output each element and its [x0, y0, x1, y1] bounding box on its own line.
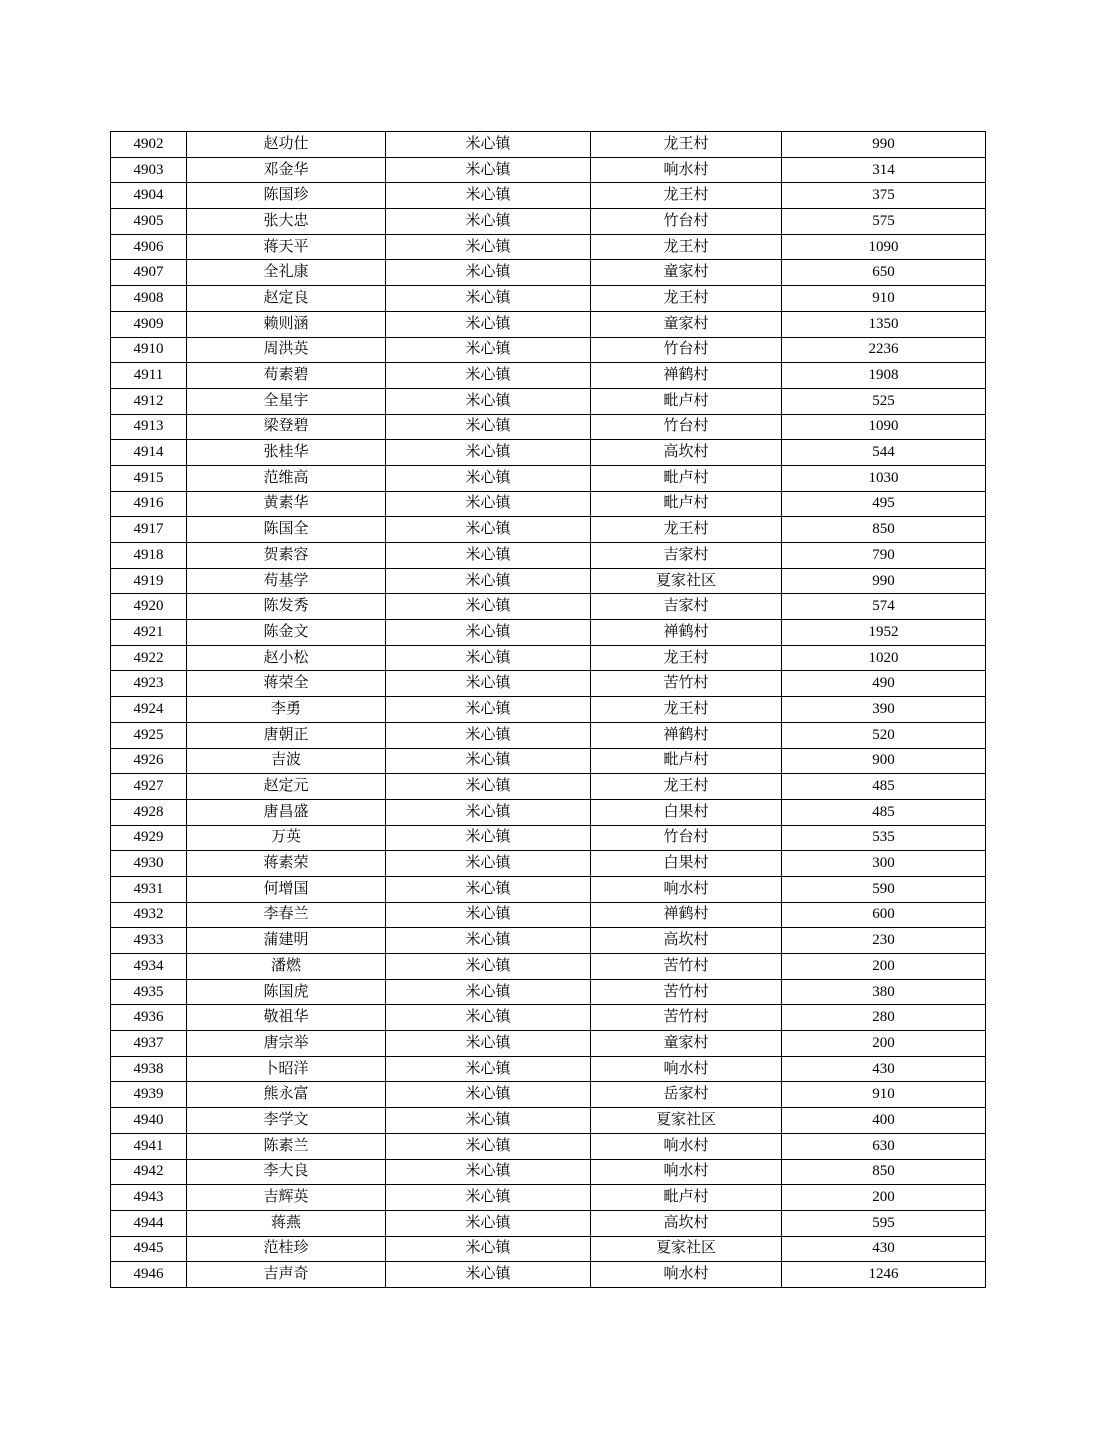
table-row: [111, 1108, 986, 1134]
table-cell-village: 童家村: [591, 311, 782, 337]
table-cell-name: 唐昌盛: [187, 799, 386, 825]
table-cell-name: 周洪英: [187, 337, 386, 363]
table-cell-town: 米心镇: [386, 311, 591, 337]
table-cell-amount: 1952: [782, 620, 986, 646]
table-cell-town: 米心镇: [386, 157, 591, 183]
table-cell-village: 响水村: [591, 1262, 782, 1288]
table-cell-village: 童家村: [591, 260, 782, 286]
table-cell-name: 卜昭洋: [187, 1056, 386, 1082]
table-cell-id: 4930: [111, 851, 187, 877]
table-cell-village: 竹台村: [591, 414, 782, 440]
table-cell-village: 毗卢村: [591, 1185, 782, 1211]
table-cell-name: 蒋燕: [187, 1210, 386, 1236]
table-cell-id: 4908: [111, 286, 187, 312]
table-cell-id: 4903: [111, 157, 187, 183]
table-cell-amount: 900: [782, 748, 986, 774]
table-cell-village: 龙王村: [591, 286, 782, 312]
table-cell-amount: 1090: [782, 234, 986, 260]
table-cell-name: 苟素碧: [187, 363, 386, 389]
table-cell-town: 米心镇: [386, 465, 591, 491]
table-row: [111, 568, 986, 594]
table-cell-amount: 990: [782, 132, 986, 158]
table-body: [111, 132, 986, 1288]
table-cell-amount: 1020: [782, 645, 986, 671]
table-cell-town: 米心镇: [386, 1108, 591, 1134]
table-row: [111, 414, 986, 440]
table-cell-amount: 400: [782, 1108, 986, 1134]
table-cell-town: 米心镇: [386, 1133, 591, 1159]
table-row: [111, 337, 986, 363]
table-row: [111, 645, 986, 671]
table-cell-village: 龙王村: [591, 183, 782, 209]
table-cell-village: 响水村: [591, 157, 782, 183]
table-cell-town: 米心镇: [386, 774, 591, 800]
table-cell-village: 夏家社区: [591, 568, 782, 594]
table-cell-id: 4921: [111, 620, 187, 646]
table-cell-id: 4909: [111, 311, 187, 337]
table-cell-name: 李学文: [187, 1108, 386, 1134]
table-cell-name: 赵定良: [187, 286, 386, 312]
table-cell-id: 4943: [111, 1185, 187, 1211]
table-row: [111, 671, 986, 697]
table-cell-name: 赵定元: [187, 774, 386, 800]
table-cell-village: 苦竹村: [591, 979, 782, 1005]
table-cell-town: 米心镇: [386, 620, 591, 646]
table-cell-name: 敬祖华: [187, 1005, 386, 1031]
table-cell-name: 邓金华: [187, 157, 386, 183]
table-cell-name: 黄素华: [187, 491, 386, 517]
table-cell-amount: 544: [782, 440, 986, 466]
table-cell-name: 潘燃: [187, 954, 386, 980]
table-row: [111, 928, 986, 954]
table-cell-id: 4936: [111, 1005, 187, 1031]
table-cell-id: 4927: [111, 774, 187, 800]
table-row: [111, 876, 986, 902]
table-row: [111, 1210, 986, 1236]
table-cell-id: 4916: [111, 491, 187, 517]
table-cell-town: 米心镇: [386, 568, 591, 594]
table-cell-id: 4931: [111, 876, 187, 902]
table-row: [111, 132, 986, 158]
table-cell-town: 米心镇: [386, 1082, 591, 1108]
table-cell-village: 龙王村: [591, 774, 782, 800]
table-cell-amount: 575: [782, 209, 986, 235]
table-row: [111, 748, 986, 774]
table-cell-amount: 390: [782, 697, 986, 723]
table-cell-name: 蒋荣全: [187, 671, 386, 697]
table-cell-village: 竹台村: [591, 337, 782, 363]
table-cell-village: 白果村: [591, 851, 782, 877]
table-cell-amount: 495: [782, 491, 986, 517]
table-cell-village: 响水村: [591, 876, 782, 902]
table-row: [111, 311, 986, 337]
table-cell-amount: 990: [782, 568, 986, 594]
table-cell-name: 熊永富: [187, 1082, 386, 1108]
table-cell-town: 米心镇: [386, 748, 591, 774]
table-cell-village: 响水村: [591, 1133, 782, 1159]
table-cell-town: 米心镇: [386, 414, 591, 440]
table-cell-name: 范维高: [187, 465, 386, 491]
table-cell-amount: 430: [782, 1236, 986, 1262]
table-cell-name: 唐宗举: [187, 1031, 386, 1057]
table-cell-name: 张大忠: [187, 209, 386, 235]
table-row: [111, 543, 986, 569]
table-cell-id: 4938: [111, 1056, 187, 1082]
table-cell-town: 米心镇: [386, 286, 591, 312]
table-row: [111, 1236, 986, 1262]
table-cell-town: 米心镇: [386, 517, 591, 543]
table-row: [111, 260, 986, 286]
table-row: [111, 954, 986, 980]
table-cell-village: 夏家社区: [591, 1108, 782, 1134]
table-cell-amount: 910: [782, 1082, 986, 1108]
table-cell-village: 吉家村: [591, 543, 782, 569]
table-cell-id: 4941: [111, 1133, 187, 1159]
table-cell-amount: 595: [782, 1210, 986, 1236]
table-cell-id: 4935: [111, 979, 187, 1005]
table-cell-id: 4922: [111, 645, 187, 671]
table-cell-town: 米心镇: [386, 799, 591, 825]
table-cell-town: 米心镇: [386, 337, 591, 363]
table-cell-amount: 280: [782, 1005, 986, 1031]
table-cell-name: 吉声奇: [187, 1262, 386, 1288]
table-cell-id: 4937: [111, 1031, 187, 1057]
table-cell-amount: 850: [782, 1159, 986, 1185]
table-cell-town: 米心镇: [386, 979, 591, 1005]
table-cell-name: 万英: [187, 825, 386, 851]
table-cell-id: 4939: [111, 1082, 187, 1108]
table-row: [111, 902, 986, 928]
table-cell-id: 4912: [111, 388, 187, 414]
table-cell-village: 龙王村: [591, 697, 782, 723]
table-row: [111, 1159, 986, 1185]
table-cell-amount: 590: [782, 876, 986, 902]
table-cell-name: 贺素容: [187, 543, 386, 569]
table-row: [111, 1056, 986, 1082]
table-cell-village: 禅鹤村: [591, 363, 782, 389]
table-cell-town: 米心镇: [386, 209, 591, 235]
table-cell-town: 米心镇: [386, 1005, 591, 1031]
table-cell-name: 唐朝正: [187, 722, 386, 748]
table-cell-amount: 314: [782, 157, 986, 183]
table-row: [111, 594, 986, 620]
table-cell-amount: 200: [782, 954, 986, 980]
table-cell-name: 何增国: [187, 876, 386, 902]
table-cell-town: 米心镇: [386, 491, 591, 517]
table-cell-village: 竹台村: [591, 209, 782, 235]
table-cell-town: 米心镇: [386, 1210, 591, 1236]
table-cell-village: 龙王村: [591, 132, 782, 158]
table-cell-town: 米心镇: [386, 697, 591, 723]
table-cell-town: 米心镇: [386, 671, 591, 697]
table-cell-id: 4920: [111, 594, 187, 620]
table-cell-village: 响水村: [591, 1056, 782, 1082]
table-row: [111, 465, 986, 491]
table-cell-id: 4919: [111, 568, 187, 594]
table-cell-id: 4918: [111, 543, 187, 569]
table-cell-town: 米心镇: [386, 928, 591, 954]
table-cell-village: 禅鹤村: [591, 722, 782, 748]
table-cell-name: 陈国珍: [187, 183, 386, 209]
table-cell-amount: 574: [782, 594, 986, 620]
table-cell-village: 龙王村: [591, 234, 782, 260]
table-row: [111, 388, 986, 414]
table-cell-amount: 300: [782, 851, 986, 877]
table-cell-village: 高坎村: [591, 1210, 782, 1236]
table-row: [111, 440, 986, 466]
table-cell-amount: 520: [782, 722, 986, 748]
table-cell-amount: 630: [782, 1133, 986, 1159]
table-cell-name: 全星宇: [187, 388, 386, 414]
table-cell-amount: 1090: [782, 414, 986, 440]
table-cell-town: 米心镇: [386, 440, 591, 466]
table-cell-id: 4910: [111, 337, 187, 363]
table-row: [111, 363, 986, 389]
table-cell-amount: 200: [782, 1031, 986, 1057]
data-table: [110, 131, 986, 1288]
table-cell-amount: 650: [782, 260, 986, 286]
table-cell-id: 4907: [111, 260, 187, 286]
table-cell-village: 毗卢村: [591, 465, 782, 491]
table-cell-town: 米心镇: [386, 954, 591, 980]
table-cell-town: 米心镇: [386, 1236, 591, 1262]
table-cell-id: 4923: [111, 671, 187, 697]
table-row: [111, 722, 986, 748]
table-cell-town: 米心镇: [386, 543, 591, 569]
table-cell-village: 苦竹村: [591, 671, 782, 697]
table-cell-name: 陈发秀: [187, 594, 386, 620]
table-cell-id: 4911: [111, 363, 187, 389]
table-cell-id: 4904: [111, 183, 187, 209]
table-row: [111, 1005, 986, 1031]
table-cell-id: 4905: [111, 209, 187, 235]
table-row: [111, 157, 986, 183]
table-row: [111, 825, 986, 851]
table-row: [111, 286, 986, 312]
table-cell-village: 吉家村: [591, 594, 782, 620]
table-cell-name: 张桂华: [187, 440, 386, 466]
table-row: [111, 979, 986, 1005]
table-cell-name: 蒋天平: [187, 234, 386, 260]
table-cell-name: 蒲建明: [187, 928, 386, 954]
table-cell-town: 米心镇: [386, 1262, 591, 1288]
table-cell-id: 4945: [111, 1236, 187, 1262]
table-cell-amount: 375: [782, 183, 986, 209]
table-cell-amount: 485: [782, 774, 986, 800]
table-cell-name: 李勇: [187, 697, 386, 723]
table-row: [111, 517, 986, 543]
table-cell-name: 梁登碧: [187, 414, 386, 440]
table-cell-town: 米心镇: [386, 876, 591, 902]
table-cell-amount: 430: [782, 1056, 986, 1082]
table-row: [111, 1133, 986, 1159]
table-cell-name: 范桂珍: [187, 1236, 386, 1262]
table-row: [111, 183, 986, 209]
table-cell-name: 陈国虎: [187, 979, 386, 1005]
table-cell-town: 米心镇: [386, 902, 591, 928]
table-cell-village: 禅鹤村: [591, 620, 782, 646]
table-cell-town: 米心镇: [386, 1159, 591, 1185]
table-cell-id: 4929: [111, 825, 187, 851]
table-cell-id: 4940: [111, 1108, 187, 1134]
table-cell-amount: 850: [782, 517, 986, 543]
table-row: [111, 1262, 986, 1288]
table-row: [111, 799, 986, 825]
table-cell-name: 陈金文: [187, 620, 386, 646]
table-cell-amount: 485: [782, 799, 986, 825]
table-cell-village: 高坎村: [591, 928, 782, 954]
table-cell-name: 赵小松: [187, 645, 386, 671]
table-cell-amount: 525: [782, 388, 986, 414]
table-cell-id: 4933: [111, 928, 187, 954]
table-cell-name: 赖则涵: [187, 311, 386, 337]
table-cell-town: 米心镇: [386, 183, 591, 209]
table-cell-town: 米心镇: [386, 363, 591, 389]
table-cell-id: 4914: [111, 440, 187, 466]
table-cell-name: 吉波: [187, 748, 386, 774]
table-row: [111, 234, 986, 260]
table-cell-town: 米心镇: [386, 851, 591, 877]
table-cell-id: 4906: [111, 234, 187, 260]
table-cell-name: 吉辉英: [187, 1185, 386, 1211]
table-cell-village: 毗卢村: [591, 388, 782, 414]
table-row: [111, 774, 986, 800]
table-cell-amount: 2236: [782, 337, 986, 363]
table-cell-village: 禅鹤村: [591, 902, 782, 928]
table-cell-town: 米心镇: [386, 1031, 591, 1057]
table-cell-amount: 535: [782, 825, 986, 851]
table-cell-village: 毗卢村: [591, 491, 782, 517]
table-cell-village: 龙王村: [591, 645, 782, 671]
table-cell-amount: 200: [782, 1185, 986, 1211]
table-cell-village: 毗卢村: [591, 748, 782, 774]
table-cell-village: 响水村: [591, 1159, 782, 1185]
table-cell-name: 李大良: [187, 1159, 386, 1185]
table-cell-name: 赵功仕: [187, 132, 386, 158]
table-cell-town: 米心镇: [386, 388, 591, 414]
table-cell-amount: 230: [782, 928, 986, 954]
table-row: [111, 697, 986, 723]
table-cell-id: 4934: [111, 954, 187, 980]
table-cell-town: 米心镇: [386, 234, 591, 260]
table-cell-name: 李春兰: [187, 902, 386, 928]
table-cell-amount: 790: [782, 543, 986, 569]
table-cell-village: 白果村: [591, 799, 782, 825]
table-cell-id: 4932: [111, 902, 187, 928]
table-row: [111, 1031, 986, 1057]
table-cell-id: 4946: [111, 1262, 187, 1288]
table-cell-amount: 380: [782, 979, 986, 1005]
table-cell-id: 4926: [111, 748, 187, 774]
table-cell-village: 苦竹村: [591, 954, 782, 980]
table-cell-name: 蒋素荣: [187, 851, 386, 877]
table-cell-village: 苦竹村: [591, 1005, 782, 1031]
table-row: [111, 209, 986, 235]
table-cell-town: 米心镇: [386, 132, 591, 158]
table-row: [111, 620, 986, 646]
table-cell-id: 4942: [111, 1159, 187, 1185]
table-row: [111, 1185, 986, 1211]
table-cell-village: 高坎村: [591, 440, 782, 466]
table-cell-amount: 1908: [782, 363, 986, 389]
table-cell-amount: 600: [782, 902, 986, 928]
table-cell-town: 米心镇: [386, 645, 591, 671]
table-cell-id: 4925: [111, 722, 187, 748]
table-cell-amount: 910: [782, 286, 986, 312]
table-cell-town: 米心镇: [386, 722, 591, 748]
table-row: [111, 1082, 986, 1108]
table-cell-town: 米心镇: [386, 1185, 591, 1211]
table-cell-id: 4917: [111, 517, 187, 543]
table-cell-name: 陈素兰: [187, 1133, 386, 1159]
table-cell-town: 米心镇: [386, 1056, 591, 1082]
table-cell-id: 4928: [111, 799, 187, 825]
table-cell-name: 全礼康: [187, 260, 386, 286]
table-cell-amount: 1246: [782, 1262, 986, 1288]
table-cell-town: 米心镇: [386, 260, 591, 286]
table-cell-amount: 1350: [782, 311, 986, 337]
table-cell-id: 4915: [111, 465, 187, 491]
table-cell-id: 4944: [111, 1210, 187, 1236]
table-row: [111, 851, 986, 877]
table-cell-amount: 490: [782, 671, 986, 697]
table-cell-village: 童家村: [591, 1031, 782, 1057]
table-cell-village: 夏家社区: [591, 1236, 782, 1262]
table-cell-name: 陈国全: [187, 517, 386, 543]
table-cell-amount: 1030: [782, 465, 986, 491]
table-cell-id: 4913: [111, 414, 187, 440]
table-cell-town: 米心镇: [386, 594, 591, 620]
table-cell-town: 米心镇: [386, 825, 591, 851]
table-cell-id: 4902: [111, 132, 187, 158]
table-cell-name: 苟基学: [187, 568, 386, 594]
table-row: [111, 491, 986, 517]
table-cell-village: 龙王村: [591, 517, 782, 543]
table-cell-village: 岳家村: [591, 1082, 782, 1108]
table-cell-id: 4924: [111, 697, 187, 723]
table-cell-village: 竹台村: [591, 825, 782, 851]
